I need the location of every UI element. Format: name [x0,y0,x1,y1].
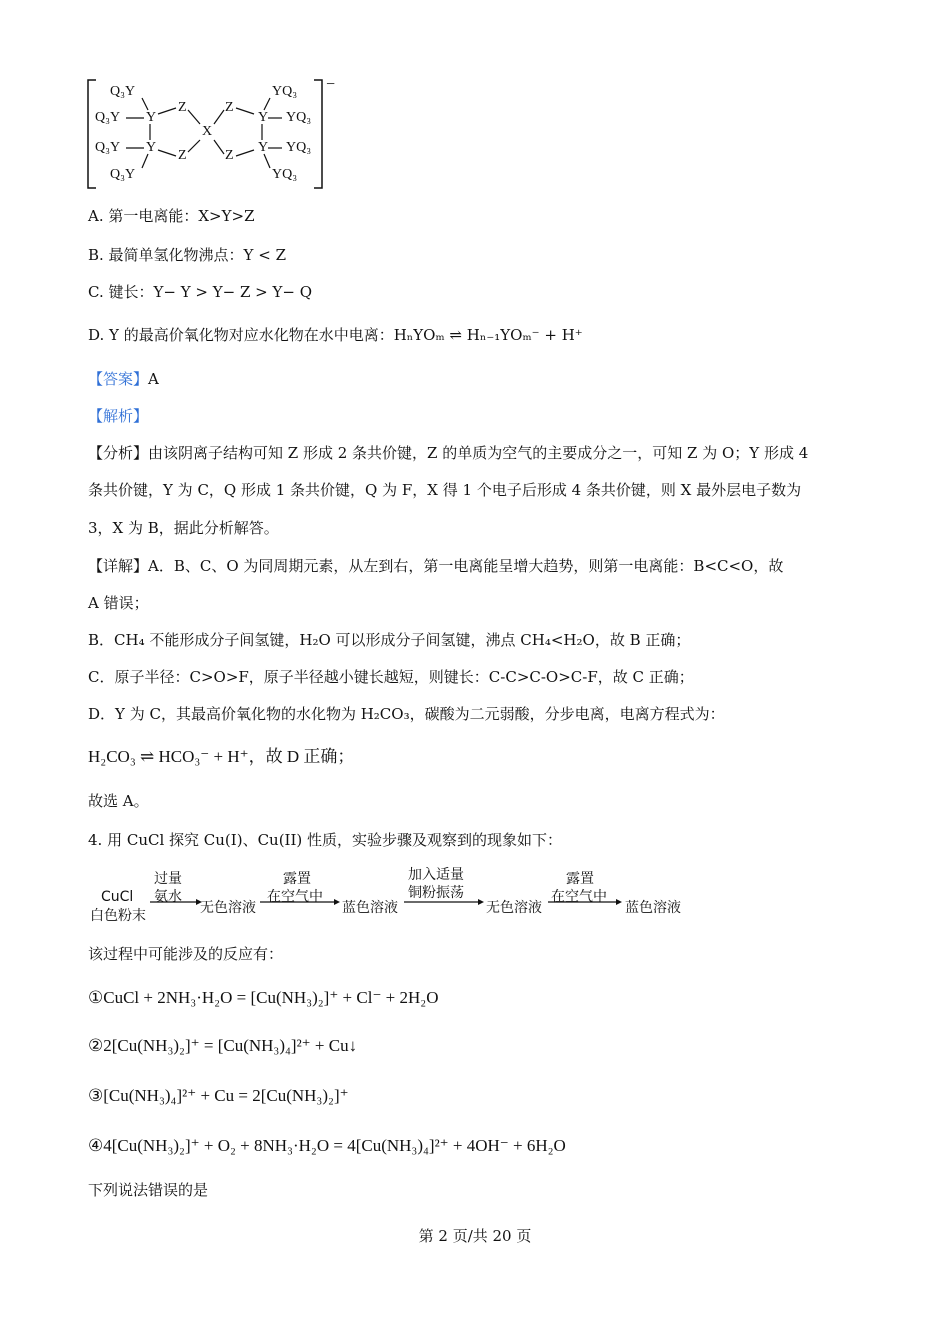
flow-step1-top: 过量 [154,871,182,887]
detail-line-5: D．Y 为 C，其最高价氧化物的水化物为 H₂CO₃，碳酸为二元弱酸，分步电离，电离方程式为： [88,705,725,723]
detail-line-1: 【详解】A．B、C、O 为同周期元素，从左到右，第一电离能呈增大趋势，则第一电离能：B<C<O，故 [88,557,784,575]
flow-start-bottom: 白色粉末 [90,908,146,924]
detail-tag: 【详解】 [88,557,149,575]
answer-value: A [148,370,159,388]
atom-y: Y [258,140,269,155]
q4-intro: 该过程中可能涉及的反应有： [88,945,284,963]
detail-line-4: C．原子半径：C>O>F，原子半径越小键长越短，则键长：C-C>C-O>C-F，故 C 正确； [88,668,694,686]
reaction-4: ④4[Cu(NH₃)₂]⁺ + O₂ + 8NH₃·H₂O = 4[Cu(NH₃)₄]²⁺ + 4OH⁻ + 6H₂O [88,1136,566,1155]
detail-line-7: 故选 A。 [88,792,149,810]
analysis-line-1: 【分析】由该阴离子结构可知 Z 形成 2 条共价键，Z 的单质为空气的主要成分之一，可知 Z 为 O；Y 形成 4 [88,444,809,462]
atom-q3y: Q₃Y [95,110,121,125]
flow-step1-result: 无色溶液 [200,900,256,916]
q4-stem: 4. 用 CuCl 探究 Cu(I)、Cu(II) 性质，实验步骤及观察到的现象如下： [88,831,563,849]
flow-step2-bottom: 在空气中 [267,889,323,905]
reaction-1: ①CuCl + 2NH₃·H₂O = [Cu(NH₃)₂]⁺ + Cl⁻ + 2H₂O [88,988,439,1007]
atom-q3y: Q₃Y [110,167,136,182]
q4-question: 下列说法错误的是 [88,1181,209,1199]
detail-line-6: H₂CO₃ ⇌ HCO₃⁻ + H⁺，故 D 正确； [88,747,355,766]
atom-z: Z [178,148,187,163]
analysis-sub-tag: 【分析】 [88,444,149,462]
atom-yq3: YQ₃ [286,110,312,125]
reaction-3: ③[Cu(NH₃)₄]²⁺ + Cu = 2[Cu(NH₃)₂]⁺ [88,1086,349,1105]
atom-x: X [202,124,213,139]
flow-step3-top: 加入适量 [408,867,464,883]
analysis-line-3: 3，X 为 B，据此分析解答。 [88,519,279,537]
atom-z: Z [178,100,187,115]
flow-step4-top: 露置 [566,871,594,887]
atom-q3y: Q₃Y [95,140,121,155]
flow-step4-bottom: 在空气中 [551,889,607,905]
analysis-line-2: 条共价键，Y 为 C，Q 形成 1 条共价键，Q 为 F，X 得 1 个电子后形成 4 条共价键，则 X 最外层电子数为 [88,481,802,499]
atom-q3y: Q₃Y [110,84,136,99]
atom-y: Y [258,110,269,125]
atom-yq3: YQ₃ [272,84,298,99]
answer-tag: 【答案】 [88,370,149,388]
atom-z: Z [225,100,234,115]
flow-step3-bottom: 铜粉振荡 [408,885,464,901]
atom-yq3: YQ₃ [286,140,312,155]
flow-step4-result: 蓝色溶液 [625,900,681,916]
analysis-heading [88,405,148,427]
flow-step1-bottom: 氨水 [154,889,182,905]
atom-y: Y [146,140,157,155]
atom-z: Z [225,148,234,163]
reaction-2: ②2[Cu(NH₃)₂]⁺ = [Cu(NH₃)₄]²⁺ + Cu↓ [88,1036,358,1055]
option-a: A. 第一电离能：X>Y>Z [88,207,255,225]
answer-line [88,368,159,390]
analysis-tag: 【解析】 [88,407,149,425]
page-footer: 第 2 页/共 20 页 [418,1227,532,1245]
detail-line-2: A 错误； [88,594,149,612]
atom-yq3: YQ₃ [272,167,298,182]
atom-y: Y [146,110,157,125]
option-c: C. 键长：Y− Y > Y− Z > Y− Q [88,283,313,301]
option-d: D. Y 的最高价氧化物对应水化物在水中电离：HₙYOₘ ⇌ Hₙ₋₁YOₘ⁻ + H⁺ [88,326,583,344]
flow-step3-result: 无色溶液 [486,900,542,916]
flow-start-top: CuCl [101,889,134,905]
detail-line-3: B．CH₄ 不能形成分子间氢键，H₂O 可以形成分子间氢键，沸点 CH₄<H₂O，故 B 正确； [88,631,691,649]
option-b: B. 最简单氢化物沸点：Y < Z [88,246,286,264]
flow-step2-top: 露置 [283,871,311,887]
anion-charge: − [326,76,336,93]
flow-step2-result: 蓝色溶液 [342,900,398,916]
